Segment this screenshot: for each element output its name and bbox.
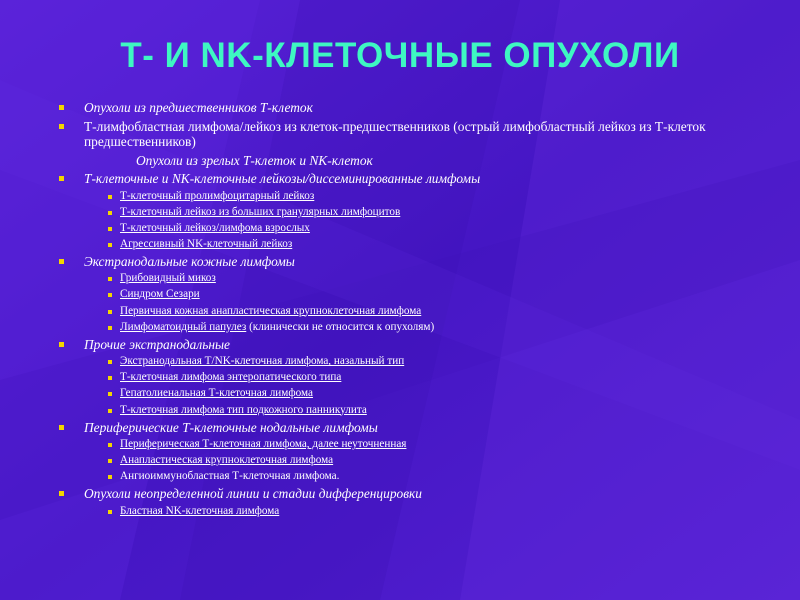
sub-list-item[interactable]: [58, 505, 770, 518]
sub-item-link[interactable]: Бластная NK-клеточная лимфома: [120, 504, 280, 517]
bullet-icon: [108, 459, 112, 463]
sub-item-link[interactable]: Грибовидный микоз: [120, 272, 216, 285]
list-item-label: Экстранодальные кожные лимфомы: [84, 253, 295, 269]
bullet-icon: [108, 310, 112, 314]
bullet-icon: [59, 124, 64, 129]
bullet-icon: [108, 211, 112, 215]
bullet-icon: [59, 105, 64, 110]
sub-list-item[interactable]: [58, 321, 770, 334]
sub-item-link[interactable]: Периферическая Т-клеточная лимфома, далее неуточненная: [120, 438, 407, 451]
content-list: [58, 100, 770, 521]
list-item: [58, 254, 770, 270]
sub-list-item[interactable]: [58, 272, 770, 285]
bullet-icon: [108, 326, 112, 330]
sub-item-link[interactable]: Т-клеточный пролимфоцитарный лейкоз: [120, 189, 315, 202]
list-item: [58, 119, 770, 150]
sub-list-item[interactable]: [58, 305, 770, 318]
sub-list-item[interactable]: [58, 438, 770, 451]
section-heading: Опухоли из зрелых Т-клеток и NK-клеток: [136, 152, 373, 168]
sub-item-link[interactable]: Агрессивный NK-клеточный лейкоз: [120, 237, 293, 250]
list-item: [58, 100, 770, 116]
sub-item-link[interactable]: Т-клеточный лейкоз из больших гранулярных лимфоцитов: [120, 205, 401, 218]
slide-title: Т- И NK-КЛЕТОЧНЫЕ ОПУХОЛИ: [120, 36, 680, 75]
sub-item-link[interactable]: Первичная кожная анапластическая крупноклеточная лимфома: [120, 304, 422, 317]
list-item: [58, 486, 770, 502]
sub-item-link[interactable]: Анапластическая крупноклеточная лимфома: [120, 454, 334, 467]
bullet-icon: [108, 475, 112, 479]
sub-item-link[interactable]: Синдром Сезари: [120, 288, 200, 301]
bullet-icon: [108, 277, 112, 281]
list-item-label: Опухоли неопределенной линии и стадии дифференцировки: [84, 486, 422, 502]
list-item-label: Т-клеточные и NK-клеточные лейкозы/диссеминированные лимфомы: [84, 171, 481, 186]
bullet-icon: [108, 510, 112, 514]
bullet-icon: [108, 443, 112, 447]
bullet-icon: [108, 392, 112, 396]
bullet-icon: [108, 409, 112, 413]
sub-list-item[interactable]: [58, 190, 770, 203]
list-item-label: Прочие экстранодальные: [84, 336, 230, 352]
sub-item-link[interactable]: Гепатолиенальная Т-клеточная лимфома: [120, 387, 313, 400]
sub-list-item[interactable]: [58, 371, 770, 384]
sub-list-item[interactable]: [58, 404, 770, 417]
bullet-icon: [108, 243, 112, 247]
sub-item-link[interactable]: Экстранодальная Т/NK-клеточная лимфома, назальный тип: [120, 355, 405, 368]
sub-list-item: [58, 470, 770, 483]
list-item: [58, 171, 770, 187]
bullet-icon: [59, 342, 64, 347]
sub-list-item[interactable]: [58, 206, 770, 219]
list-item-label: Периферические Т-клеточные нодальные лимфомы: [84, 419, 378, 435]
bullet-icon: [108, 376, 112, 380]
sub-list-item[interactable]: [58, 387, 770, 400]
list-item-label: Опухоли из предшественников Т-клеток: [84, 100, 313, 115]
bullet-icon: [108, 227, 112, 231]
sub-item-label: Ангиоиммунобластная Т-клеточная лимфома.: [120, 470, 340, 483]
bullet-icon: [59, 491, 64, 496]
bullet-icon: [59, 176, 64, 181]
sub-item-link[interactable]: Т-клеточная лимфома тип подкожного панникулита: [120, 403, 367, 416]
bullet-icon: [108, 195, 112, 199]
sub-list-item[interactable]: [58, 355, 770, 368]
sub-list-item[interactable]: [58, 288, 770, 301]
list-item-label: Т-лимфобластная лимфома/лейкоз из клеток-предшественников (острый лимфобластный лейкоз из Т-клеток предшественников): [84, 118, 706, 149]
bullet-icon: [59, 259, 64, 264]
bullet-icon: [59, 425, 64, 430]
bullet-icon: [108, 360, 112, 364]
sub-item-note: (клинически не относится к опухолям): [246, 320, 435, 333]
bullet-icon: [108, 293, 112, 297]
sub-list-item[interactable]: [58, 454, 770, 467]
list-item: [58, 420, 770, 436]
list-item: [58, 337, 770, 353]
sub-list-item[interactable]: [58, 238, 770, 251]
sub-list-item[interactable]: [58, 222, 770, 235]
sub-item-link[interactable]: Лимфоматоидный папулез: [120, 320, 247, 333]
sub-item-link[interactable]: Т-клеточный лейкоз/лимфома взрослых: [120, 221, 310, 234]
sub-item-link[interactable]: Т-клеточная лимфома энтеропатического типа: [120, 371, 342, 384]
